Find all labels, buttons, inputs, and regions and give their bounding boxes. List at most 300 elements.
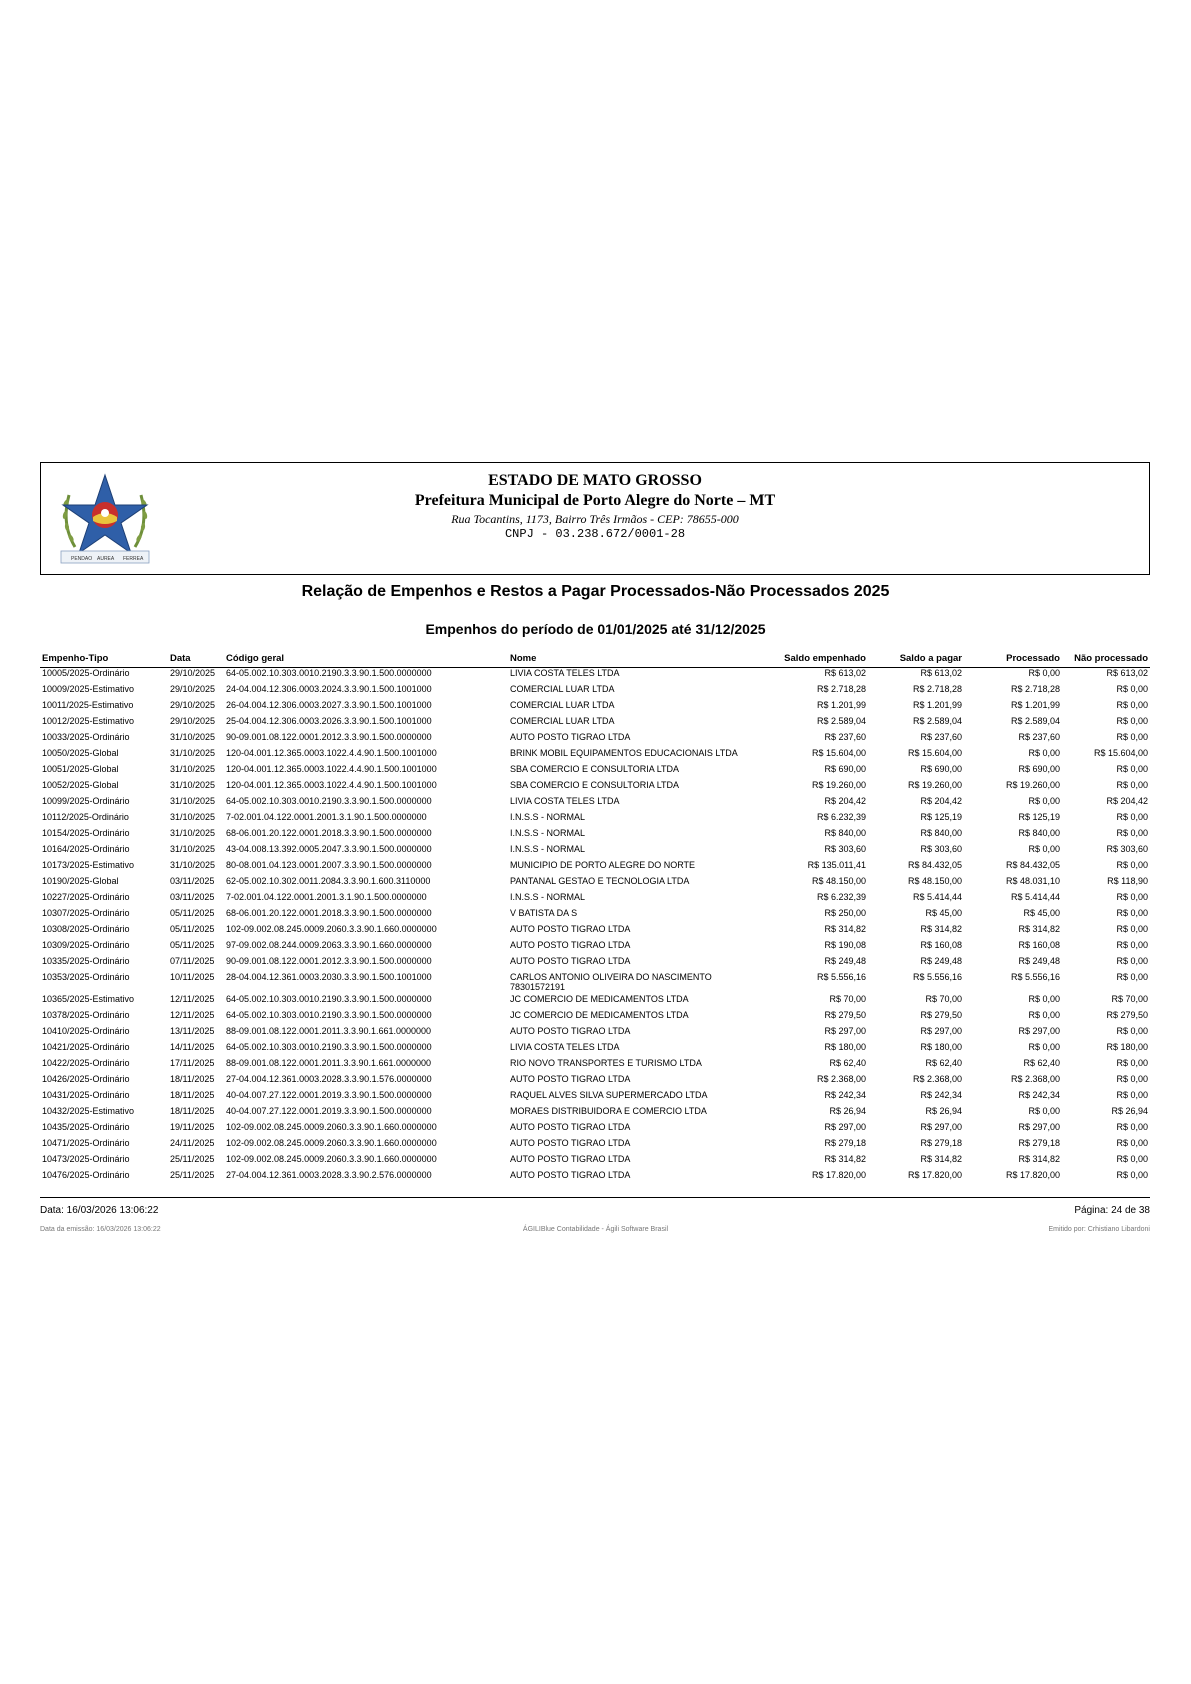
processado-cell: R$ 2.718,28 bbox=[1010, 684, 1060, 694]
processado-cell: R$ 0,00 bbox=[1028, 1010, 1060, 1020]
page-number: Página: 24 de 38 bbox=[1074, 1205, 1150, 1216]
empenho-tipo-cell: 10050/2025-Global bbox=[42, 748, 119, 758]
saldo-empenhado-cell: R$ 190,08 bbox=[824, 940, 866, 950]
saldo-a-pagar-cell: R$ 17.820,00 bbox=[907, 1170, 962, 1180]
table-row bbox=[40, 1170, 1150, 1186]
nome-cell: AUTO POSTO TIGRAO LTDA bbox=[510, 1170, 631, 1180]
empenhos-table bbox=[40, 647, 1150, 1186]
empenho-tipo-cell: 10009/2025-Estimativo bbox=[42, 684, 135, 694]
data-cell: 10/11/2025 bbox=[170, 972, 215, 982]
saldo-empenhado-cell: R$ 48.150,00 bbox=[811, 876, 866, 886]
data-cell: 29/10/2025 bbox=[170, 700, 216, 710]
saldo-empenhado-cell: R$ 613,02 bbox=[824, 668, 866, 678]
codigo-geral-cell: 68-06.001.20.122.0001.2018.3.3.90.1.500.0000000 bbox=[226, 828, 432, 838]
nao-processado-cell: R$ 279,50 bbox=[1106, 1010, 1148, 1020]
table-row bbox=[40, 940, 1150, 956]
saldo-a-pagar-cell: R$ 314,82 bbox=[920, 1154, 962, 1164]
nao-processado-cell: R$ 0,00 bbox=[1116, 892, 1148, 902]
codigo-geral-cell: 88-09.001.08.122.0001.2011.3.3.90.1.661.0000000 bbox=[226, 1026, 432, 1036]
processado-cell: R$ 237,60 bbox=[1018, 732, 1060, 742]
data-cell: 18/11/2025 bbox=[170, 1106, 215, 1116]
nome-cell: COMERCIAL LUAR LTDA bbox=[510, 700, 615, 710]
nao-processado-cell: R$ 0,00 bbox=[1116, 1074, 1148, 1084]
saldo-a-pagar-cell: R$ 26,94 bbox=[925, 1106, 962, 1116]
nao-processado-cell: R$ 118,90 bbox=[1107, 876, 1148, 886]
nao-processado-cell: R$ 0,00 bbox=[1116, 1122, 1148, 1132]
nao-processado-cell: R$ 0,00 bbox=[1116, 860, 1148, 870]
svg-text:AUREA: AUREA bbox=[97, 556, 115, 562]
processado-cell: R$ 0,00 bbox=[1028, 994, 1060, 1004]
nao-processado-cell: R$ 26,94 bbox=[1111, 1106, 1148, 1116]
saldo-a-pagar-cell: R$ 690,00 bbox=[920, 764, 962, 774]
saldo-a-pagar-cell: R$ 237,60 bbox=[920, 732, 962, 742]
table-row bbox=[40, 1106, 1150, 1122]
empenho-tipo-cell: 10435/2025-Ordinário bbox=[42, 1122, 130, 1132]
data-cell: 29/10/2025 bbox=[170, 684, 216, 694]
table-row bbox=[40, 892, 1150, 908]
processado-cell: R$ 2.589,04 bbox=[1010, 716, 1060, 726]
nome-cell: COMERCIAL LUAR LTDA bbox=[510, 684, 615, 694]
saldo-empenhado-cell: R$ 314,82 bbox=[824, 924, 866, 934]
nome-cell: AUTO POSTO TIGRAO LTDA bbox=[510, 1122, 631, 1132]
processado-cell: R$ 0,00 bbox=[1028, 1042, 1060, 1052]
processado-cell: R$ 297,00 bbox=[1018, 1122, 1060, 1132]
nao-processado-cell: R$ 0,00 bbox=[1116, 732, 1148, 742]
saldo-a-pagar-cell: R$ 84.432,05 bbox=[907, 860, 962, 870]
table-row bbox=[40, 732, 1150, 748]
table-row bbox=[40, 1074, 1150, 1090]
nao-processado-cell: R$ 303,60 bbox=[1106, 844, 1148, 854]
processado-cell: R$ 840,00 bbox=[1018, 828, 1060, 838]
nome-cell: AUTO POSTO TIGRAO LTDA bbox=[510, 940, 631, 950]
empenho-tipo-cell: 10033/2025-Ordinário bbox=[42, 732, 130, 742]
nome-cell: MUNICIPIO DE PORTO ALEGRE DO NORTE bbox=[510, 860, 696, 870]
saldo-a-pagar-cell: R$ 160,08 bbox=[920, 940, 962, 950]
header-box bbox=[40, 462, 1150, 575]
empenho-tipo-cell: 10012/2025-Estimativo bbox=[42, 716, 135, 726]
nao-processado-cell: R$ 204,42 bbox=[1106, 796, 1148, 806]
emission-date: Data da emissão: 16/03/2026 13:06:22 bbox=[40, 1226, 161, 1233]
saldo-a-pagar-cell: R$ 62,40 bbox=[925, 1058, 962, 1068]
codigo-geral-cell: 90-09.001.08.122.0001.2012.3.3.90.1.500.0000000 bbox=[226, 956, 432, 966]
saldo-empenhado-cell: R$ 1.201,99 bbox=[816, 700, 866, 710]
data-cell: 17/11/2025 bbox=[170, 1058, 215, 1068]
saldo-empenhado-cell: R$ 279,18 bbox=[824, 1138, 866, 1148]
nao-processado-cell: R$ 0,00 bbox=[1116, 716, 1148, 726]
nome-cell: AUTO POSTO TIGRAO LTDA bbox=[510, 1154, 631, 1164]
processado-cell: R$ 2.368,00 bbox=[1010, 1074, 1060, 1084]
processado-cell: R$ 314,82 bbox=[1018, 924, 1060, 934]
saldo-empenhado-cell: R$ 5.556,16 bbox=[816, 972, 866, 982]
codigo-geral-cell: 7-02.001.04.122.0001.2001.3.1.90.1.500.0000000 bbox=[226, 892, 427, 902]
codigo-geral-cell: 43-04.008.13.392.0005.2047.3.3.90.1.500.0000000 bbox=[226, 844, 432, 854]
data-cell: 05/11/2025 bbox=[170, 908, 215, 918]
col-nao-processado: Não processado bbox=[1062, 647, 1150, 668]
data-cell: 31/10/2025 bbox=[170, 860, 216, 870]
empenho-tipo-cell: 10154/2025-Ordinário bbox=[42, 828, 130, 838]
processado-cell: R$ 1.201,99 bbox=[1010, 700, 1060, 710]
nome-cell: COMERCIAL LUAR LTDA bbox=[510, 716, 615, 726]
nao-processado-cell: R$ 70,00 bbox=[1111, 994, 1148, 1004]
saldo-a-pagar-cell: R$ 242,34 bbox=[920, 1090, 962, 1100]
table-row bbox=[40, 700, 1150, 716]
saldo-empenhado-cell: R$ 237,60 bbox=[824, 732, 866, 742]
table-row bbox=[40, 780, 1150, 796]
data-cell: 29/10/2025 bbox=[170, 716, 216, 726]
codigo-geral-cell: 24-04.004.12.306.0003.2024.3.3.90.1.500.1001000 bbox=[226, 684, 432, 694]
saldo-empenhado-cell: R$ 135.011,41 bbox=[807, 860, 866, 870]
nao-processado-cell: R$ 0,00 bbox=[1116, 1170, 1148, 1180]
empenho-tipo-cell: 10112/2025-Ordinário bbox=[42, 812, 129, 822]
footer-date: Data: 16/03/2026 13:06:22 bbox=[40, 1205, 159, 1216]
empenho-tipo-cell: 10164/2025-Ordinário bbox=[42, 844, 130, 854]
col-data: Data bbox=[168, 647, 224, 668]
saldo-empenhado-cell: R$ 2.718,28 bbox=[816, 684, 866, 694]
saldo-empenhado-cell: R$ 297,00 bbox=[824, 1026, 866, 1036]
empenho-tipo-cell: 10471/2025-Ordinário bbox=[42, 1138, 130, 1148]
processado-cell: R$ 5.414,44 bbox=[1010, 892, 1060, 902]
table-row bbox=[40, 748, 1150, 764]
saldo-a-pagar-cell: R$ 48.150,00 bbox=[907, 876, 962, 886]
codigo-geral-cell: 102-09.002.08.245.0009.2060.3.3.90.1.660.0000000 bbox=[226, 1154, 437, 1164]
empenho-tipo-cell: 10005/2025-Ordinário bbox=[42, 668, 130, 678]
saldo-a-pagar-cell: R$ 279,50 bbox=[920, 1010, 962, 1020]
data-cell: 18/11/2025 bbox=[170, 1090, 215, 1100]
col-saldo-a-pagar: Saldo a pagar bbox=[868, 647, 964, 668]
saldo-a-pagar-cell: R$ 15.604,00 bbox=[907, 748, 962, 758]
data-cell: 31/10/2025 bbox=[170, 828, 216, 838]
nao-processado-cell: R$ 0,00 bbox=[1116, 956, 1148, 966]
codigo-geral-cell: 90-09.001.08.122.0001.2012.3.3.90.1.500.0000000 bbox=[226, 732, 432, 742]
processado-cell: R$ 160,08 bbox=[1018, 940, 1060, 950]
table-row bbox=[40, 994, 1150, 1010]
nome-cell: I.N.S.S - NORMAL bbox=[510, 892, 586, 902]
report-title: Relação de Empenhos e Restos a Pagar Processados-Não Processados 2025 bbox=[301, 583, 890, 600]
data-cell: 03/11/2025 bbox=[170, 876, 215, 886]
svg-text:PENDAO: PENDAO bbox=[71, 556, 93, 562]
table-row bbox=[40, 668, 1150, 685]
empenho-tipo-cell: 10422/2025-Ordinário bbox=[42, 1058, 130, 1068]
col-nome: Nome bbox=[508, 647, 760, 668]
saldo-empenhado-cell: R$ 15.604,00 bbox=[811, 748, 866, 758]
nome-cell: RAQUEL ALVES SILVA SUPERMERCADO LTDA bbox=[510, 1090, 708, 1100]
empenho-tipo-cell: 10335/2025-Ordinário bbox=[42, 956, 130, 966]
processado-cell: R$ 249,48 bbox=[1018, 956, 1060, 966]
saldo-empenhado-cell: R$ 70,00 bbox=[829, 994, 866, 1004]
saldo-a-pagar-cell: R$ 279,18 bbox=[920, 1138, 962, 1148]
nao-processado-cell: R$ 180,00 bbox=[1106, 1042, 1148, 1052]
nome-cell: PANTANAL GESTAO E TECNOLOGIA LTDA bbox=[510, 876, 690, 886]
data-cell: 12/11/2025 bbox=[170, 994, 215, 1004]
processado-cell: R$ 279,18 bbox=[1018, 1138, 1060, 1148]
cnpj: CNPJ - 03.238.672/0001-28 bbox=[504, 527, 686, 541]
data-cell: 03/11/2025 bbox=[170, 892, 215, 902]
nao-processado-cell: R$ 0,00 bbox=[1116, 972, 1148, 982]
empenho-tipo-cell: 10365/2025-Estimativo bbox=[42, 994, 135, 1004]
table-row bbox=[40, 876, 1150, 892]
saldo-a-pagar-cell: R$ 5.556,16 bbox=[912, 972, 962, 982]
codigo-geral-cell: 64-05.002.10.303.0010.2190.3.3.90.1.500.0000000 bbox=[226, 668, 432, 678]
table-header-row bbox=[40, 647, 1150, 668]
empenho-tipo-cell: 10421/2025-Ordinário bbox=[42, 1042, 130, 1052]
nome-cell: LIVIA COSTA TELES LTDA bbox=[510, 1042, 620, 1052]
nome-cell: AUTO POSTO TIGRAO LTDA bbox=[510, 732, 631, 742]
table-row bbox=[40, 844, 1150, 860]
nome-cell: V BATISTA DA S bbox=[510, 908, 578, 918]
processado-cell: R$ 19.260,00 bbox=[1005, 780, 1060, 790]
codigo-geral-cell: 102-09.002.08.245.0009.2060.3.3.90.1.660.0000000 bbox=[226, 1138, 437, 1148]
table-row bbox=[40, 1010, 1150, 1026]
processado-cell: R$ 0,00 bbox=[1028, 668, 1060, 678]
saldo-empenhado-cell: R$ 2.589,04 bbox=[816, 716, 866, 726]
saldo-a-pagar-cell: R$ 125,19 bbox=[920, 812, 962, 822]
nao-processado-cell: R$ 0,00 bbox=[1116, 1026, 1148, 1036]
empenho-tipo-cell: 10309/2025-Ordinário bbox=[42, 940, 130, 950]
saldo-empenhado-cell: R$ 17.820,00 bbox=[811, 1170, 866, 1180]
saldo-empenhado-cell: R$ 314,82 bbox=[824, 1154, 866, 1164]
codigo-geral-cell: 27-04.004.12.361.0003.2028.3.3.90.1.576.0000000 bbox=[226, 1074, 432, 1084]
nao-processado-cell: R$ 0,00 bbox=[1116, 828, 1148, 838]
nome-cell: AUTO POSTO TIGRAO LTDA bbox=[510, 956, 631, 966]
nome-cell: SBA COMERCIO E CONSULTORIA LTDA bbox=[510, 780, 680, 790]
saldo-empenhado-cell: R$ 303,60 bbox=[824, 844, 866, 854]
table-row bbox=[40, 860, 1150, 876]
empenho-tipo-cell: 10173/2025-Estimativo bbox=[42, 860, 135, 870]
table-row bbox=[40, 1090, 1150, 1106]
nao-processado-cell: R$ 0,00 bbox=[1116, 924, 1148, 934]
saldo-a-pagar-cell: R$ 613,02 bbox=[920, 668, 962, 678]
codigo-geral-cell: 97-09.002.08.244.0009.2063.3.3.90.1.660.0000000 bbox=[226, 940, 432, 950]
nome-cell: SBA COMERCIO E CONSULTORIA LTDA bbox=[510, 764, 680, 774]
data-cell: 31/10/2025 bbox=[170, 780, 216, 790]
processado-cell: R$ 5.556,16 bbox=[1010, 972, 1060, 982]
saldo-empenhado-cell: R$ 19.260,00 bbox=[811, 780, 866, 790]
nome-cell: I.N.S.S - NORMAL bbox=[510, 812, 586, 822]
saldo-empenhado-cell: R$ 690,00 bbox=[824, 764, 866, 774]
svg-text:FERREA: FERREA bbox=[123, 556, 144, 562]
empenho-tipo-cell: 10431/2025-Ordinário bbox=[42, 1090, 130, 1100]
nome-cell: I.N.S.S - NORMAL bbox=[510, 828, 586, 838]
saldo-empenhado-cell: R$ 279,50 bbox=[824, 1010, 866, 1020]
empenho-tipo-cell: 10432/2025-Estimativo bbox=[42, 1106, 135, 1116]
table-row bbox=[40, 924, 1150, 940]
processado-cell: R$ 690,00 bbox=[1018, 764, 1060, 774]
data-cell: 12/11/2025 bbox=[170, 1010, 215, 1020]
table-row bbox=[40, 828, 1150, 844]
codigo-geral-cell: 80-08.001.04.123.0001.2007.3.3.90.1.500.0000000 bbox=[226, 860, 432, 870]
nao-processado-cell: R$ 0,00 bbox=[1116, 700, 1148, 710]
col-saldo-empenhado: Saldo empenhado bbox=[760, 647, 868, 668]
processado-cell: R$ 0,00 bbox=[1028, 748, 1060, 758]
data-cell: 25/11/2025 bbox=[170, 1154, 215, 1164]
saldo-a-pagar-cell: R$ 840,00 bbox=[920, 828, 962, 838]
saldo-empenhado-cell: R$ 297,00 bbox=[824, 1122, 866, 1132]
data-cell: 24/11/2025 bbox=[170, 1138, 215, 1148]
data-cell: 31/10/2025 bbox=[170, 748, 216, 758]
data-cell: 31/10/2025 bbox=[170, 764, 216, 774]
data-cell: 31/10/2025 bbox=[170, 732, 216, 742]
saldo-a-pagar-cell: R$ 303,60 bbox=[920, 844, 962, 854]
codigo-geral-cell: 62-05.002.10.302.0011.2084.3.3.90.1.600.3110000 bbox=[226, 876, 431, 886]
processado-cell: R$ 297,00 bbox=[1018, 1026, 1060, 1036]
processado-cell: R$ 0,00 bbox=[1028, 844, 1060, 854]
empenho-tipo-cell: 10353/2025-Ordinário bbox=[42, 972, 130, 982]
codigo-geral-cell: 88-09.001.08.122.0001.2011.3.3.90.1.661.0000000 bbox=[226, 1058, 432, 1068]
nome-cell: AUTO POSTO TIGRAO LTDA bbox=[510, 924, 631, 934]
processado-cell: R$ 17.820,00 bbox=[1005, 1170, 1060, 1180]
codigo-geral-cell: 64-05.002.10.303.0010.2190.3.3.90.1.500.0000000 bbox=[226, 796, 432, 806]
nome-cell: JC COMERCIO DE MEDICAMENTOS LTDA bbox=[510, 1010, 689, 1020]
codigo-geral-cell: 68-06.001.20.122.0001.2018.3.3.90.1.500.0000000 bbox=[226, 908, 432, 918]
saldo-empenhado-cell: R$ 249,48 bbox=[824, 956, 866, 966]
empenho-tipo-cell: 10410/2025-Ordinário bbox=[42, 1026, 130, 1036]
col-empenho-tipo: Empenho-Tipo bbox=[40, 647, 168, 668]
saldo-empenhado-cell: R$ 6.232,39 bbox=[816, 892, 866, 902]
table-row bbox=[40, 972, 1150, 994]
empenho-tipo-cell: 10473/2025-Ordinário bbox=[42, 1154, 130, 1164]
nome-cell: AUTO POSTO TIGRAO LTDA bbox=[510, 1138, 631, 1148]
data-cell: 29/10/2025 bbox=[170, 668, 216, 678]
processado-cell: R$ 0,00 bbox=[1028, 1106, 1060, 1116]
processado-cell: R$ 125,19 bbox=[1018, 812, 1060, 822]
codigo-geral-cell: 28-04.004.12.361.0003.2030.3.3.90.1.500.1001000 bbox=[226, 972, 432, 982]
nao-processado-cell: R$ 0,00 bbox=[1116, 1154, 1148, 1164]
nao-processado-cell: R$ 613,02 bbox=[1106, 668, 1148, 678]
nao-processado-cell: R$ 15.604,00 bbox=[1093, 748, 1148, 758]
data-cell: 31/10/2025 bbox=[170, 796, 216, 806]
codigo-geral-cell: 27-04.004.12.361.0003.2028.3.3.90.2.576.0000000 bbox=[226, 1170, 432, 1180]
empenho-tipo-cell: 10052/2025-Global bbox=[42, 780, 119, 790]
nao-processado-cell: R$ 0,00 bbox=[1116, 1090, 1148, 1100]
saldo-a-pagar-cell: R$ 297,00 bbox=[920, 1122, 962, 1132]
data-cell: 18/11/2025 bbox=[170, 1074, 215, 1084]
codigo-geral-cell: 7-02.001.04.122.0001.2001.3.1.90.1.500.0000000 bbox=[226, 812, 427, 822]
saldo-a-pagar-cell: R$ 204,42 bbox=[920, 796, 962, 806]
codigo-geral-cell: 40-04.007.27.122.0001.2019.3.3.90.1.500.0000000 bbox=[226, 1090, 432, 1100]
nome-cell: AUTO POSTO TIGRAO LTDA bbox=[510, 1074, 631, 1084]
col-processado: Processado bbox=[964, 647, 1062, 668]
col-codigo-geral: Código geral bbox=[224, 647, 508, 668]
saldo-a-pagar-cell: R$ 2.718,28 bbox=[912, 684, 962, 694]
codigo-geral-cell: 120-04.001.12.365.0003.1022.4.4.90.1.500.1001000 bbox=[226, 780, 437, 790]
nome-cell: LIVIA COSTA TELES LTDA bbox=[510, 796, 620, 806]
table-row bbox=[40, 1122, 1150, 1138]
nome-cell: JC COMERCIO DE MEDICAMENTOS LTDA bbox=[510, 994, 689, 1004]
saldo-a-pagar-cell: R$ 2.589,04 bbox=[912, 716, 962, 726]
table-bottom-rule bbox=[40, 1197, 1150, 1198]
saldo-a-pagar-cell: R$ 297,00 bbox=[920, 1026, 962, 1036]
nao-processado-cell: R$ 0,00 bbox=[1116, 940, 1148, 950]
saldo-empenhado-cell: R$ 26,94 bbox=[829, 1106, 866, 1116]
saldo-empenhado-cell: R$ 2.368,00 bbox=[816, 1074, 866, 1084]
saldo-empenhado-cell: R$ 840,00 bbox=[824, 828, 866, 838]
address: Rua Tocantins, 1173, Bairro Três Irmãos - CEP: 78655-000 bbox=[451, 512, 739, 526]
codigo-geral-cell: 120-04.001.12.365.0003.1022.4.4.90.1.500.1001000 bbox=[226, 764, 437, 774]
data-cell: 05/11/2025 bbox=[170, 924, 215, 934]
nao-processado-cell: R$ 0,00 bbox=[1116, 1058, 1148, 1068]
nome-cell: LIVIA COSTA TELES LTDA bbox=[510, 668, 620, 678]
table-row bbox=[40, 956, 1150, 972]
software-credit: ÁGILIBlue Contabilidade - Ágili Software Brasil bbox=[522, 1226, 669, 1233]
issued-by: Emitido por: Crhistiano Libardoni bbox=[1048, 1226, 1150, 1233]
empenho-tipo-cell: 10099/2025-Ordinário bbox=[42, 796, 130, 806]
empenho-tipo-cell: 10476/2025-Ordinário bbox=[42, 1170, 130, 1180]
codigo-geral-cell: 102-09.002.08.245.0009.2060.3.3.90.1.660.0000000 bbox=[226, 1122, 437, 1132]
codigo-geral-cell: 102-09.002.08.245.0009.2060.3.3.90.1.660.0000000 bbox=[226, 924, 437, 934]
processado-cell: R$ 314,82 bbox=[1018, 1154, 1060, 1164]
table-row bbox=[40, 1138, 1150, 1154]
saldo-empenhado-cell: R$ 250,00 bbox=[824, 908, 866, 918]
empenho-tipo-cell: 10308/2025-Ordinário bbox=[42, 924, 130, 934]
table-row bbox=[40, 1026, 1150, 1042]
data-cell: 14/11/2025 bbox=[170, 1042, 215, 1052]
processado-cell: R$ 84.432,05 bbox=[1005, 860, 1060, 870]
empenho-tipo-cell: 10051/2025-Global bbox=[42, 764, 119, 774]
codigo-geral-cell: 120-04.001.12.365.0003.1022.4.4.90.1.500.1001000 bbox=[226, 748, 437, 758]
codigo-geral-cell: 25-04.004.12.306.0003.2026.3.3.90.1.500.1001000 bbox=[226, 716, 432, 726]
processado-cell: R$ 0,00 bbox=[1028, 796, 1060, 806]
data-cell: 05/11/2025 bbox=[170, 940, 215, 950]
empenho-tipo-cell: 10011/2025-Estimativo bbox=[42, 700, 134, 710]
data-cell: 31/10/2025 bbox=[170, 844, 216, 854]
saldo-a-pagar-cell: R$ 5.414,44 bbox=[912, 892, 962, 902]
nome-cell: CARLOS ANTONIO OLIVEIRA DO NASCIMENTO 78301572191 bbox=[510, 972, 712, 992]
nao-processado-cell: R$ 0,00 bbox=[1116, 684, 1148, 694]
processado-cell: R$ 48.031,10 bbox=[1005, 876, 1060, 886]
state-name: ESTADO DE MATO GROSSO bbox=[488, 472, 702, 489]
saldo-a-pagar-cell: R$ 314,82 bbox=[920, 924, 962, 934]
saldo-empenhado-cell: R$ 6.232,39 bbox=[816, 812, 866, 822]
nome-cell: RIO NOVO TRANSPORTES E TURISMO LTDA bbox=[510, 1058, 702, 1068]
processado-cell: R$ 45,00 bbox=[1023, 908, 1060, 918]
table-row bbox=[40, 1058, 1150, 1074]
nome-cell: BRINK MOBIL EQUIPAMENTOS EDUCACIONAIS LTDA bbox=[510, 748, 738, 758]
table-row bbox=[40, 796, 1150, 812]
nome-cell: MORAES DISTRIBUIDORA E COMERCIO LTDA bbox=[510, 1106, 707, 1116]
saldo-empenhado-cell: R$ 204,42 bbox=[824, 796, 866, 806]
empenho-tipo-cell: 10227/2025-Ordinário bbox=[42, 892, 130, 902]
nao-processado-cell: R$ 0,00 bbox=[1116, 812, 1148, 822]
empenho-tipo-cell: 10426/2025-Ordinário bbox=[42, 1074, 130, 1084]
table-row bbox=[40, 684, 1150, 700]
processado-cell: R$ 242,34 bbox=[1018, 1090, 1060, 1100]
saldo-a-pagar-cell: R$ 19.260,00 bbox=[907, 780, 962, 790]
nao-processado-cell: R$ 0,00 bbox=[1116, 780, 1148, 790]
empenho-tipo-cell: 10190/2025-Global bbox=[42, 876, 119, 886]
saldo-a-pagar-cell: R$ 1.201,99 bbox=[912, 700, 962, 710]
saldo-empenhado-cell: R$ 62,40 bbox=[829, 1058, 866, 1068]
data-cell: 25/11/2025 bbox=[170, 1170, 215, 1180]
codigo-geral-cell: 64-05.002.10.303.0010.2190.3.3.90.1.500.0000000 bbox=[226, 1042, 432, 1052]
nome-cell: I.N.S.S - NORMAL bbox=[510, 844, 586, 854]
nao-processado-cell: R$ 0,00 bbox=[1116, 908, 1148, 918]
saldo-a-pagar-cell: R$ 70,00 bbox=[925, 994, 962, 1004]
nome-cell: AUTO POSTO TIGRAO LTDA bbox=[510, 1026, 631, 1036]
codigo-geral-cell: 64-05.002.10.303.0010.2190.3.3.90.1.500.0000000 bbox=[226, 994, 432, 1004]
codigo-geral-cell: 64-05.002.10.303.0010.2190.3.3.90.1.500.0000000 bbox=[226, 1010, 432, 1020]
table-row bbox=[40, 908, 1150, 924]
codigo-geral-cell: 40-04.007.27.122.0001.2019.3.3.90.1.500.0000000 bbox=[226, 1106, 432, 1116]
table-row bbox=[40, 1042, 1150, 1058]
table-row bbox=[40, 764, 1150, 780]
saldo-empenhado-cell: R$ 242,34 bbox=[824, 1090, 866, 1100]
saldo-a-pagar-cell: R$ 2.368,00 bbox=[912, 1074, 962, 1084]
empenho-tipo-cell: 10307/2025-Ordinário bbox=[42, 908, 130, 918]
table-row bbox=[40, 716, 1150, 732]
empenho-tipo-cell: 10378/2025-Ordinário bbox=[42, 1010, 130, 1020]
saldo-a-pagar-cell: R$ 180,00 bbox=[920, 1042, 962, 1052]
table-row bbox=[40, 1154, 1150, 1170]
